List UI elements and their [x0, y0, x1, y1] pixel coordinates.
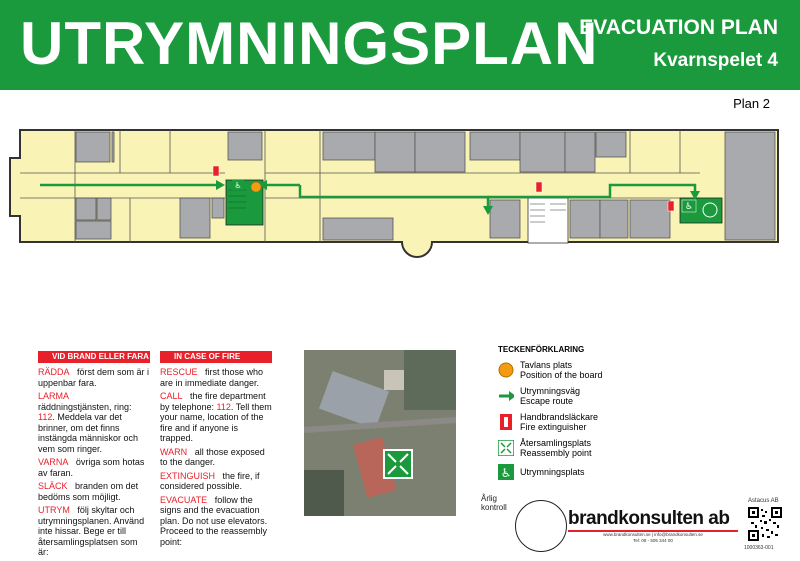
- building-name: Kvarnspelet 4: [653, 50, 778, 71]
- brand-block: [568, 508, 738, 544]
- page-title: UTRYMNINGSPLAN: [20, 10, 599, 77]
- legend-title: TECKENFÖRKLARING: [498, 345, 585, 354]
- legend-row-extinguisher: Handbrandsläckare Fire extinguisher: [498, 412, 648, 432]
- qr-code: [748, 507, 782, 541]
- legend-row-assembly: Återsamlingsplats Reassembly point: [498, 438, 648, 458]
- english-heading: IN CASE OF FIRE: [160, 351, 272, 363]
- legend: [498, 345, 648, 486]
- wheelchair-icon: [498, 464, 514, 480]
- annual-check-circle: [515, 500, 567, 552]
- legend-row-wheelchair: ♿ Utrymningsplats: [498, 464, 648, 480]
- english-instructions: [160, 351, 272, 550]
- qr-label: Astacus AB: [748, 498, 779, 504]
- sv-warn: VARNA övriga som hotas av faran.: [38, 457, 145, 478]
- swedish-heading: VID BRAND ELLER FARA: [38, 351, 150, 363]
- header-banner: [0, 0, 800, 90]
- you-are-here-marker: [251, 182, 261, 192]
- you-are-here-icon: [498, 362, 514, 378]
- legend-row-board: Tavlans plats Position of the board: [498, 360, 648, 380]
- aerial-photo: [304, 350, 456, 516]
- qr-id: 1000363-001: [744, 545, 774, 551]
- en-call: CALL the fire department by telephone: 112. Tell them your name, location of the fire and if anyone is trapped.: [160, 391, 272, 443]
- brand-logo: brandkonsulten ab: [568, 508, 738, 532]
- en-extinguish: EXTINGUISH the fire, if considered possible.: [160, 470, 260, 491]
- brand-contact: www.brandkonsulten.se | info@brandkonsulten.se: [603, 532, 703, 537]
- sv-evacuate: UTRYM följ skyltar och utrymningsplanen. Använd inte hissar. Bege er till återsamlingsplatsen som är:: [38, 505, 145, 557]
- floor-label: Plan 2: [733, 96, 770, 111]
- stairwell-middle: [528, 198, 568, 243]
- sv-extinguish: SLÄCK branden om det bedöms som möjligt.: [38, 481, 139, 502]
- en-evacuate: EVACUATE follow the signs and the evacuation plan. Do not use elevators. Proceed to the reassembly point:: [160, 494, 268, 547]
- en-warn: WARN all those exposed to the danger.: [160, 446, 265, 467]
- annual-check-label: Årlig kontroll: [481, 494, 507, 512]
- brand-phone: Tel: 08 - 505 344 00: [633, 538, 673, 543]
- fire-extinguisher-icon: [498, 414, 514, 430]
- floor-plan: [0, 118, 800, 268]
- sv-rescue: RÄDDA först dem som är i uppenbar fara.: [38, 367, 150, 388]
- english-title: EVACUATION PLAN: [579, 16, 778, 39]
- svg-text:♿: ♿: [500, 466, 512, 480]
- swedish-instructions: [38, 351, 150, 561]
- sv-alarm: LARMA räddningstjänsten, ring: 112. Meddela var det brinner, om det finns instängda människor och vem som ringer.: [38, 391, 139, 454]
- svg-text:♿: ♿: [684, 202, 694, 212]
- en-rescue: RESCUE first those who are in immediate danger.: [160, 367, 264, 388]
- legend-row-escape: Utrymningsväg Escape route: [498, 386, 648, 406]
- svg-text:♿: ♿: [234, 181, 242, 190]
- assembly-point-icon: [498, 440, 514, 456]
- escape-arrow-icon: [498, 388, 514, 404]
